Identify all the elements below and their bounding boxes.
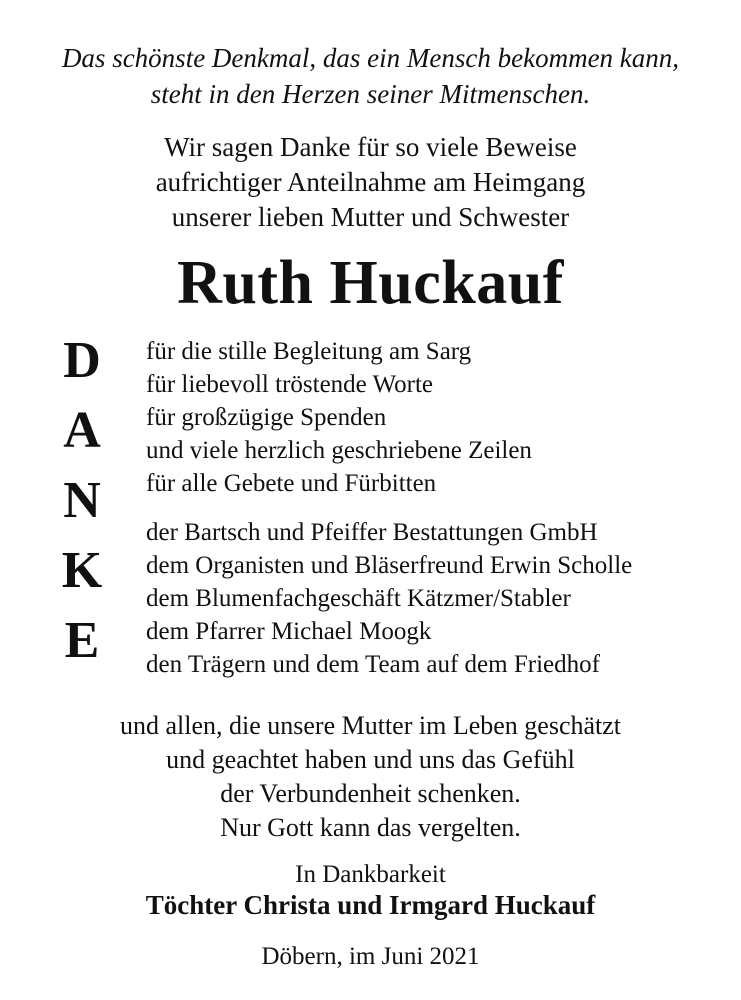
danke-letter-d: D: [63, 332, 101, 389]
list-item: dem Pfarrer Michael Moogk: [146, 618, 432, 645]
danke-letter-a: A: [63, 402, 101, 459]
danke-letter-n: N: [63, 472, 101, 529]
closing-line-1: und allen, die unsere Mutter im Leben geschätzt: [119, 711, 622, 740]
epigraph-quote: [0, 40, 741, 112]
closing-line-3: der Verbundenheit schenken.: [220, 779, 521, 808]
list-item: dem Organisten und Bläserfreund Erwin Scholle: [146, 552, 633, 579]
list-item: für die stille Begleitung am Sarg: [146, 338, 472, 365]
danke-letter-k: K: [61, 542, 103, 599]
list-item: dem Blumenfachgeschäft Kätzmer/Stabler: [146, 585, 571, 612]
intro-line-2: aufrichtiger Anteilnahme am Heimgang: [155, 167, 586, 197]
danke-letter-e: E: [64, 612, 100, 669]
epigraph-line-2: steht in den Herzen seiner Mitmenschen.: [150, 79, 591, 109]
closing-paragraph: [0, 709, 741, 845]
list-item: den Trägern und dem Team auf dem Friedhof: [146, 651, 600, 678]
deceased-name: Ruth Huckauf: [177, 249, 564, 317]
closing-line-4: Nur Gott kann das vergelten.: [220, 813, 521, 842]
epigraph-line-1: Das schönste Denkmal, das ein Mensch bekommen kann,: [61, 43, 680, 73]
place-date-line: Döbern, im Juni 2021: [261, 943, 480, 970]
signoff-phrase: In Dankbarkeit: [295, 861, 446, 888]
intro-line-1: Wir sagen Danke für so viele Beweise: [164, 132, 577, 162]
closing-line-2: und geachtet haben und uns das Gefühl: [166, 745, 575, 774]
intro-text: [0, 130, 741, 235]
thanks-lists: [146, 335, 632, 681]
list-item: der Bartsch und Pfeiffer Bestattungen GmbH: [146, 519, 598, 546]
thanks-section: [0, 332, 741, 681]
thanks-list-general: [146, 335, 632, 500]
list-item: für liebevoll tröstende Worte: [146, 371, 434, 398]
list-item: für großzügige Spenden: [146, 404, 387, 431]
thanks-list-persons: [146, 516, 632, 681]
list-item: und viele herzlich geschriebene Zeilen: [146, 437, 532, 464]
signature-block: [0, 859, 741, 921]
danke-acrostic: [52, 332, 112, 681]
signoff-names: Töchter Christa und Irmgard Huckauf: [145, 890, 596, 920]
list-item: für alle Gebete und Fürbitten: [146, 470, 437, 497]
intro-line-3: unserer lieben Mutter und Schwester: [171, 202, 570, 232]
